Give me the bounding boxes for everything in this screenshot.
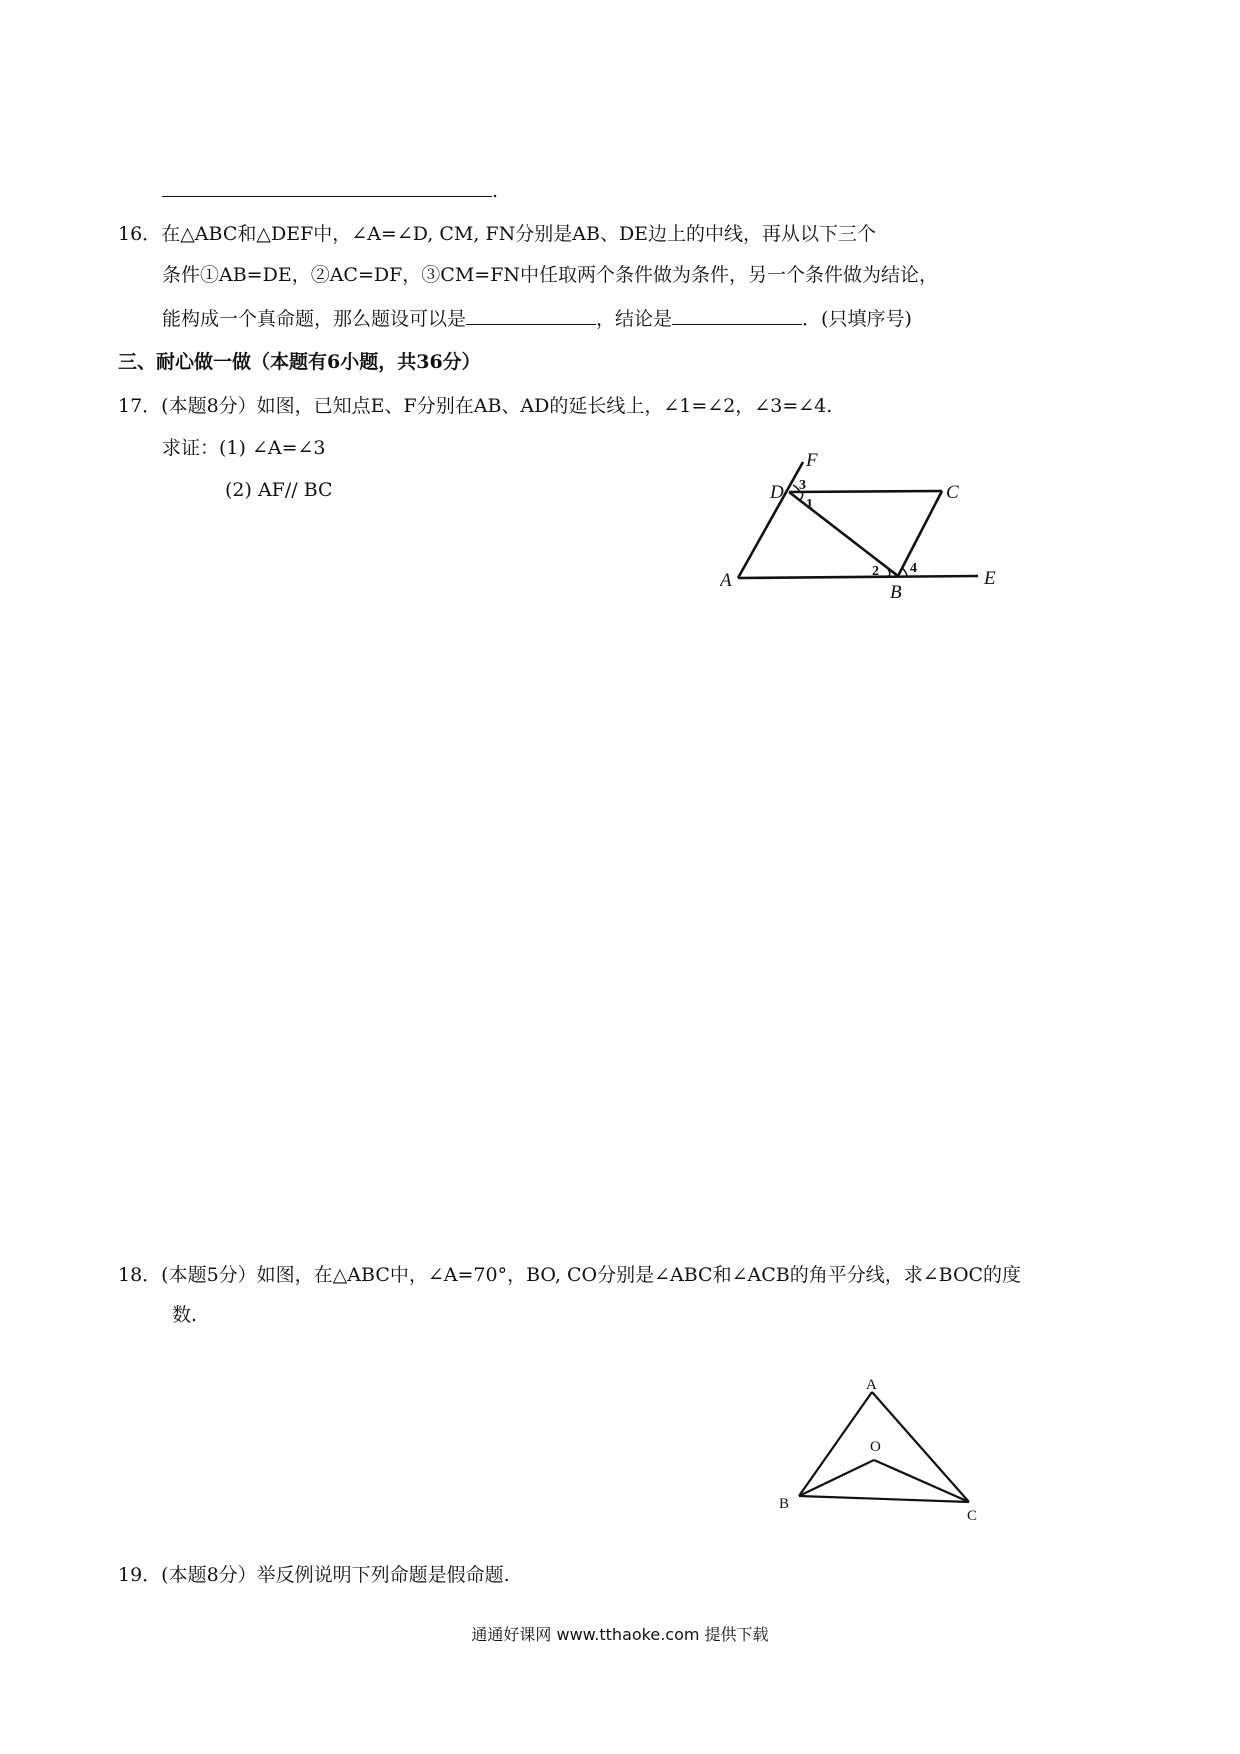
blank-end-mark: . [492, 180, 499, 202]
label-C: C [967, 1508, 978, 1524]
line-C-B [898, 491, 942, 576]
line-B-C [799, 1496, 969, 1502]
label-D: D [770, 482, 784, 503]
section-3-heading: 三、耐心做一做（本题有6小题，共36分） [118, 351, 481, 373]
q16-text-1: 在△ABC和△DEF中，∠A=∠D, CM, FN分别是AB、DE边上的中线，再从以下三个 [161, 223, 877, 245]
q16-text-3a: 能构成一个真命题，那么题设可以是 [162, 308, 467, 330]
q17-proof-label: 求证：(1) ∠A=∠3 [162, 437, 326, 459]
line-D-C [789, 491, 942, 492]
q19-line1: 19．(本题8分）举反例说明下列命题是假命题. [118, 1564, 510, 1586]
line-A-E [738, 576, 978, 578]
q16-number: 16． [118, 223, 162, 245]
label-A: A [866, 1378, 877, 1393]
q16-conclusion-blank [672, 306, 802, 325]
label-C: C [946, 482, 959, 503]
q18-figure [775, 1378, 995, 1528]
label-B: B [779, 1496, 790, 1512]
angle-2-arc [888, 569, 890, 576]
label-E: E [984, 568, 996, 589]
q15-answer-blank-line [162, 178, 498, 203]
label-angle-3: 3 [799, 478, 806, 493]
label-O: O [870, 1439, 881, 1455]
line-A-F [738, 462, 803, 578]
line-A-C [872, 1392, 969, 1502]
label-angle-1: 1 [806, 497, 813, 512]
q16-text-3c: ．(只填序号) [802, 308, 912, 330]
q18-line2: 数. [172, 1304, 198, 1326]
q16-premise-blank [466, 306, 596, 325]
page-footer: 通通好课网 www.tthaoke.com 提供下载 [471, 1625, 769, 1644]
label-A: A [720, 570, 732, 591]
label-B: B [890, 582, 902, 602]
label-angle-2: 2 [872, 564, 879, 579]
line-A-B [799, 1392, 872, 1496]
line-B-O [799, 1460, 874, 1496]
q17-proof-item-2: (2) AF// BC [225, 479, 333, 501]
q16-line1 [118, 222, 876, 246]
label-angle-4: 4 [910, 561, 917, 576]
angle-4-arc [902, 568, 907, 576]
q18-line1: 18．(本题5分）如图，在△ABC中，∠A=70°，BO, CO分别是∠ABC和∠ACB的角平分线，求∠BOC的度 [118, 1264, 1022, 1286]
q16-line3 [162, 306, 912, 331]
q17-figure [720, 452, 1000, 602]
answer-blank [162, 178, 492, 197]
label-F: F [806, 452, 818, 471]
q17-line1: 17．(本题8分）如图，已知点E、F分别在AB、AD的延长线上，∠1=∠2，∠3=∠4. [118, 395, 833, 417]
q16-line2: 条件①AB=DE，②AC=DF，③CM=FN中任取两个条件做为条件，另一个条件做为结论， [162, 264, 939, 286]
q16-text-3b: ，结论是 [596, 308, 673, 330]
line-O-C [874, 1460, 969, 1502]
